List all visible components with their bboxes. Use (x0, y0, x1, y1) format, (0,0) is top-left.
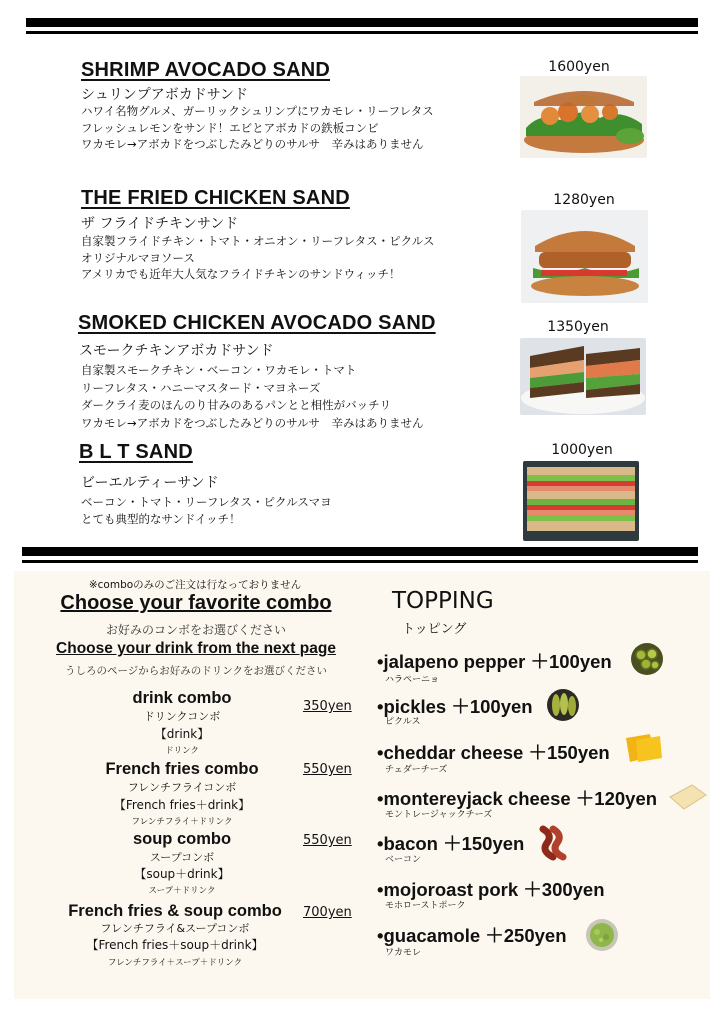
blt-sandwich-photo (523, 461, 639, 541)
topping-name: •cheddar cheese ＋150yen (377, 742, 610, 763)
desc-line: ワカモレ→アボカドをつぶしたみどりのサルサ 辛みはありません (81, 415, 424, 430)
combo-name: French fries combo (105, 760, 259, 778)
combo-content-jp: スープ＋ドリンク (148, 886, 216, 896)
topping-name: •pickles ＋100yen (377, 696, 533, 717)
combo-price: 550yen (303, 762, 352, 777)
combo-heading: Choose your favorite combo (60, 592, 332, 614)
smoked-chicken-sandwich-photo (520, 338, 646, 415)
item-jp-name: スモークチキンアボカドサンド (79, 343, 274, 359)
item-description (81, 494, 332, 527)
desc-line: ハワイ名物グルメ、ガーリックシュリンプにワカモレ・リーフレタス (81, 104, 434, 118)
topping-jp: ベーコン (385, 855, 422, 865)
combo-jp: ドリンクコンボ (143, 710, 221, 723)
combo-content: 【French fries＋drink】 (113, 798, 251, 812)
combo-content-jp: ドリンク (165, 746, 199, 756)
desc-line: 自家製フライドチキン・トマト・オニオン・リーフレタス・ピクルス (81, 234, 435, 248)
item-jp-name: ビーエルティーサンド (81, 475, 219, 491)
montereyjack-cheese-icon (668, 783, 708, 815)
desc-line: ダークライ麦のほんのり甘みのあるパンとと相性がバッチリ (81, 398, 392, 412)
item-title: THE FRIED CHICKEN SAND (81, 187, 350, 209)
top-rule-thin (26, 31, 698, 34)
bacon-icon (537, 825, 569, 865)
item-description (81, 233, 434, 283)
combo-note: ※comboのみのご注文は行なっておりません (88, 579, 302, 591)
item-title: B L T SAND (79, 441, 193, 463)
topping-jp: ピクルス (385, 717, 421, 727)
desc-line: 自家製スモークチキン・ベーコン・ワカモレ・トマト (81, 363, 357, 377)
cheddar-cheese-icon (624, 730, 664, 770)
combo-jp: スープコンボ (149, 851, 215, 864)
topping-name: •montereyjack cheese ＋120yen (377, 788, 658, 809)
topping-jp: モントレージャックチーズ (385, 810, 493, 820)
combo-price: 550yen (303, 833, 352, 848)
item-description (81, 103, 434, 153)
topping-jp: モホローストポーク (385, 901, 466, 911)
combo-heading-jp: お好みのコンボをお選びください (105, 623, 286, 637)
combo-jp: フレンチフライコンボ (127, 781, 237, 794)
combo-content: 【soup＋drink】 (134, 867, 230, 881)
top-rule-thick (26, 18, 698, 27)
combo-content: 【drink】 (154, 727, 210, 741)
jalapeno-icon (629, 641, 665, 681)
combo-name: drink combo (132, 689, 232, 707)
guacamole-icon (584, 917, 620, 957)
combo-subheading: Choose your drink from the next page (56, 640, 336, 657)
desc-line: フレッシュレモンをサンド！エビとアボカドの鉄板コンビ (81, 120, 379, 135)
fried-chicken-sandwich-photo (521, 210, 648, 303)
item-price: 1000yen (551, 442, 613, 458)
topping-name: •mojoroast pork ＋300yen (377, 879, 605, 900)
desc-line: リーフレタス・ハニーマスタード・マヨネーズ (81, 380, 321, 395)
desc-line: とても典型的なサンドイッチ！ (81, 511, 241, 526)
combo-name: French fries & soup combo (68, 902, 282, 920)
desc-line: オリジナルマヨソース (81, 250, 195, 265)
combo-subheading-jp: うしろのページからお好みのドリンクをお選びください (64, 665, 328, 677)
combo-jp: フレンチフライ&スープコンボ (100, 922, 250, 935)
item-title: SHRIMP AVOCADO SAND (81, 59, 331, 81)
combo-content-jp: フレンチフライ＋スープ＋ドリンク (107, 958, 243, 968)
pickles-icon (545, 687, 581, 727)
combo-content-jp: フレンチフライ＋ドリンク (131, 817, 233, 827)
topping-heading-jp: トッピング (402, 622, 467, 637)
desc-line: ワカモレ→アボカドをつぶしたみどりのサルサ 辛みはありません (81, 137, 424, 151)
combo-price: 350yen (303, 699, 352, 714)
topping-jp: ハラペーニョ (385, 675, 440, 685)
topping-name: •bacon ＋150yen (377, 833, 525, 854)
item-description (81, 362, 424, 432)
item-price: 1350yen (547, 319, 609, 335)
topping-name: •jalapeno pepper ＋100yen (377, 651, 612, 672)
middle-rule-thin (22, 560, 698, 563)
desc-line: アメリカでも近年大人気なフライドチキンのサンドウィッチ！ (81, 267, 401, 281)
topping-heading: TOPPING (392, 588, 494, 614)
item-title: SMOKED CHICKEN AVOCADO SAND (78, 312, 436, 334)
topping-jp: ワカモレ (385, 948, 422, 958)
topping-name: •guacamole ＋250yen (377, 925, 567, 946)
item-jp-name: ザ フライドチキンサンド (81, 216, 239, 232)
desc-line: ベーコン・トマト・リーフレタス・ピクルスマヨ (81, 495, 332, 509)
combo-name: soup combo (132, 830, 232, 848)
shrimp-sandwich-photo (520, 76, 647, 158)
topping-jp: チェダーチーズ (385, 765, 448, 775)
combo-content: 【French fries＋soup＋drink】 (86, 938, 264, 952)
item-price: 1600yen (548, 59, 610, 75)
middle-rule-thick (22, 547, 698, 556)
combo-price: 700yen (303, 905, 352, 920)
item-jp-name: シュリンプアボカドサンド (81, 87, 249, 103)
item-price: 1280yen (553, 192, 615, 208)
